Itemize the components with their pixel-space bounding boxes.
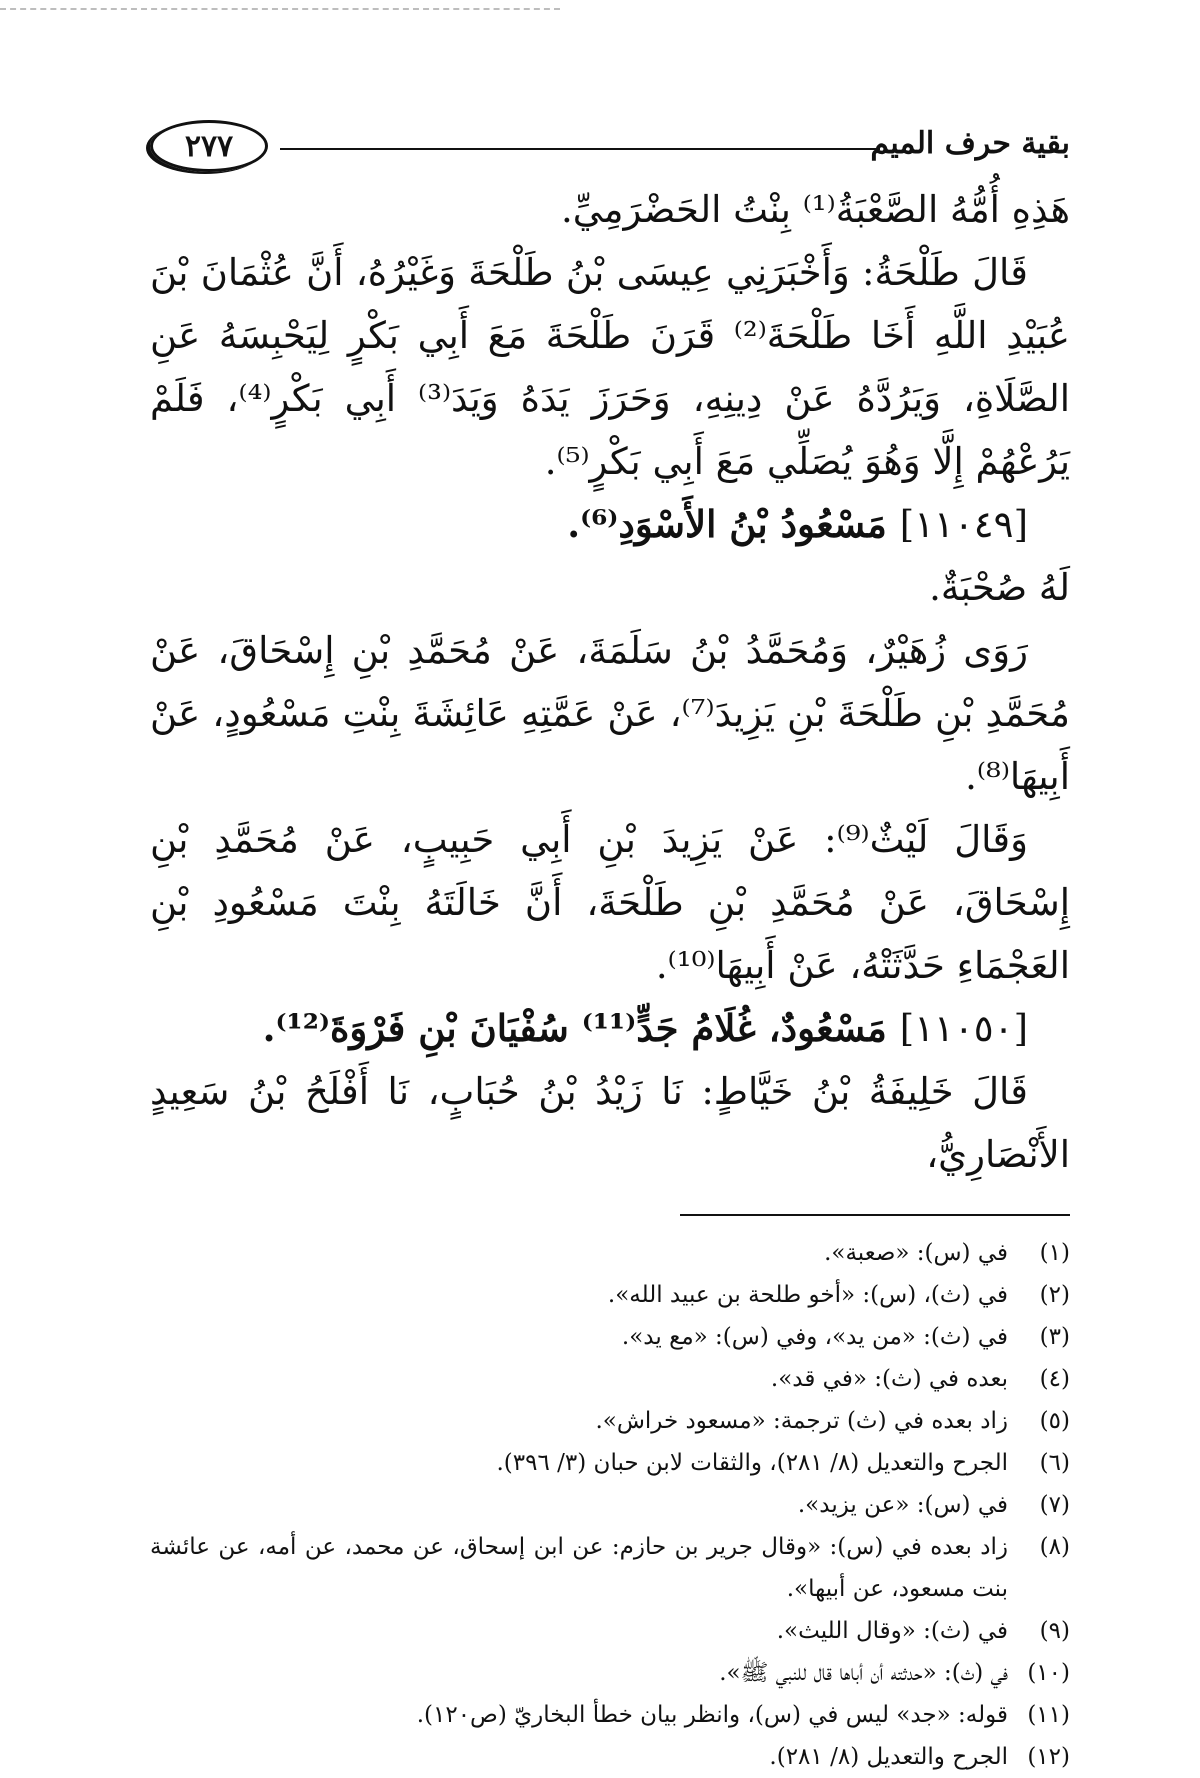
book-page bbox=[150, 120, 1070, 1778]
footnote-item bbox=[150, 1694, 1070, 1736]
footnote-item bbox=[150, 1274, 1070, 1316]
paragraph: هَذِهِ أُمُّهُ الصَّعْبَةُ⁽¹⁾ بِنْتُ الحَضْرَمِيِّ. bbox=[561, 188, 1070, 231]
scan-marks bbox=[0, 8, 560, 12]
paragraph: لَهُ صُحْبَةٌ. bbox=[929, 566, 1070, 609]
footnote-item bbox=[150, 1316, 1070, 1358]
footnote-item bbox=[150, 1652, 1070, 1694]
footnote-number: (٥) bbox=[1039, 1408, 1070, 1434]
header-rule bbox=[280, 148, 880, 150]
footnote-item bbox=[150, 1610, 1070, 1652]
footnote-item bbox=[150, 1526, 1070, 1610]
footnote-number: (١١) bbox=[1027, 1702, 1070, 1728]
footnote-text: في (ث): «وقال الليث». bbox=[776, 1618, 1008, 1644]
footnote-text: زاد بعده في (ث) ترجمة: «مسعود خراش». bbox=[595, 1408, 1008, 1434]
footnote-text: في (ث): «حدثته أن أباها قال للنبي ﷺ». bbox=[719, 1660, 1008, 1686]
footnote-text: في (ث): «من يد»، وفي (س): «مع يد». bbox=[621, 1324, 1008, 1350]
running-header bbox=[150, 120, 1070, 170]
footnote-text: في (س): «عن يزيد». bbox=[797, 1492, 1008, 1518]
main-text bbox=[150, 178, 1070, 1186]
entry-number: [١١٠٤٩] bbox=[899, 503, 1028, 546]
footnote-number: (١٢) bbox=[1027, 1744, 1070, 1770]
footnote-number: (٨) bbox=[1039, 1534, 1070, 1560]
page-number: ٢٧٧ bbox=[150, 120, 268, 172]
footnote-number: (٢) bbox=[1039, 1282, 1070, 1308]
paragraph: قَالَ خَلِيفَةُ بْنُ خَيَّاطٍ: نَا زَيْدُ بْنُ حُبَابٍ، نَا أَفْلَحُ بْنُ سَعِيدٍ الأَنْصَارِيُّ، bbox=[150, 1070, 1070, 1176]
footnote-separator bbox=[680, 1214, 1070, 1216]
footnote-item bbox=[150, 1442, 1070, 1484]
footnote-number: (٩) bbox=[1039, 1618, 1070, 1644]
footnote-text: في (س): «صعبة». bbox=[824, 1240, 1008, 1266]
entry-heading-11049 bbox=[150, 493, 1070, 556]
running-title: بقية حرف الميم bbox=[870, 126, 1070, 161]
paragraph: قَالَ طَلْحَةُ: وَأَخْبَرَنِي عِيسَى بْنُ طَلْحَةَ وَغَيْرُهُ، أَنَّ عُثْمَانَ بْنَ عُبَيْدِ اللَّهِ أَخَا طَلْحَةَ⁽²⁾ قَرَنَ طَلْحَةَ مَعَ أَبِي بَكْرٍ لِيَحْبِسَهُ عَنِ الصَّلَاةِ، وَيَرُدَّهُ عَنْ دِينِهِ، وَحَرَزَ يَدَهُ وَيَدَ⁽³⁾ أَبِي بَكْرٍ⁽⁴⁾، فَلَمْ يَرُعْهُمْ إِلَّا وَهُوَ يُصَلِّي مَعَ أَبِي بَكْرٍ⁽⁵⁾. bbox=[150, 251, 1070, 483]
paragraph: رَوَى زُهَيْرٌ، وَمُحَمَّدُ بْنُ سَلَمَةَ، عَنْ مُحَمَّدِ بْنِ إِسْحَاقَ، عَنْ مُحَمَّدِ بْنِ طَلْحَةَ بْنِ يَزِيدَ⁽⁷⁾، عَنْ عَمَّتِهِ عَائِشَةَ بِنْتِ مَسْعُودٍ، عَنْ أَبِيهَا⁽⁸⁾. bbox=[150, 629, 1070, 798]
footnote-item bbox=[150, 1400, 1070, 1442]
footnote-text: زاد بعده في (س): «وقال جرير بن حازم: عن ابن إسحاق، عن محمد، عن أمه، عن عائشة بنت مسعود، عن أبيها». bbox=[150, 1534, 1008, 1602]
footnote-number: (٤) bbox=[1039, 1366, 1070, 1392]
footnote-text: قوله: «جد» ليس في (س)، وانظر بيان خطأ البخاريّ (ص١٢٠). bbox=[416, 1702, 1008, 1728]
footnote-number: (١٠) bbox=[1027, 1660, 1070, 1686]
entry-heading-11050 bbox=[150, 997, 1070, 1060]
footnote-item bbox=[150, 1232, 1070, 1274]
footnote-number: (١) bbox=[1039, 1240, 1070, 1266]
entry-number: [١١٠٥٠] bbox=[899, 1007, 1028, 1050]
entry-title: مَسْعُودٌ، غُلَامُ جَدٍّ⁽¹¹⁾ سُفْيَانَ بْنِ فَرْوَةَ⁽¹²⁾. bbox=[262, 1006, 887, 1050]
footnote-item bbox=[150, 1736, 1070, 1778]
footnote-number: (٣) bbox=[1039, 1324, 1070, 1350]
footnote-item bbox=[150, 1484, 1070, 1526]
footnote-text: الجرح والتعديل (٨/ ٢٨١)، والثقات لابن حبان (٣/ ٣٩٦). bbox=[496, 1450, 1008, 1476]
footnote-text: الجرح والتعديل (٨/ ٢٨١). bbox=[769, 1744, 1008, 1770]
footnote-number: (٦) bbox=[1039, 1450, 1070, 1476]
footnotes bbox=[150, 1232, 1070, 1778]
footnote-item bbox=[150, 1358, 1070, 1400]
footnote-text: بعده في (ث): «في قد». bbox=[770, 1366, 1008, 1392]
footnote-number: (٧) bbox=[1039, 1492, 1070, 1518]
entry-title: مَسْعُودُ بْنُ الأَسْوَدِ⁽⁶⁾. bbox=[567, 502, 887, 546]
paragraph: وَقَالَ لَيْثٌ⁽⁹⁾: عَنْ يَزِيدَ بْنِ أَبِي حَبِيبٍ، عَنْ مُحَمَّدِ بْنِ إِسْحَاقَ، عَنْ مُحَمَّدِ بْنِ طَلْحَةَ، أَنَّ خَالَتَهُ بِنْتَ مَسْعُودِ بْنِ العَجْمَاءِ حَدَّثَتْهُ، عَنْ أَبِيهَا⁽¹⁰⁾. bbox=[150, 818, 1070, 987]
footnote-text: في (ث)، (س): «أخو طلحة بن عبيد الله». bbox=[607, 1282, 1008, 1308]
